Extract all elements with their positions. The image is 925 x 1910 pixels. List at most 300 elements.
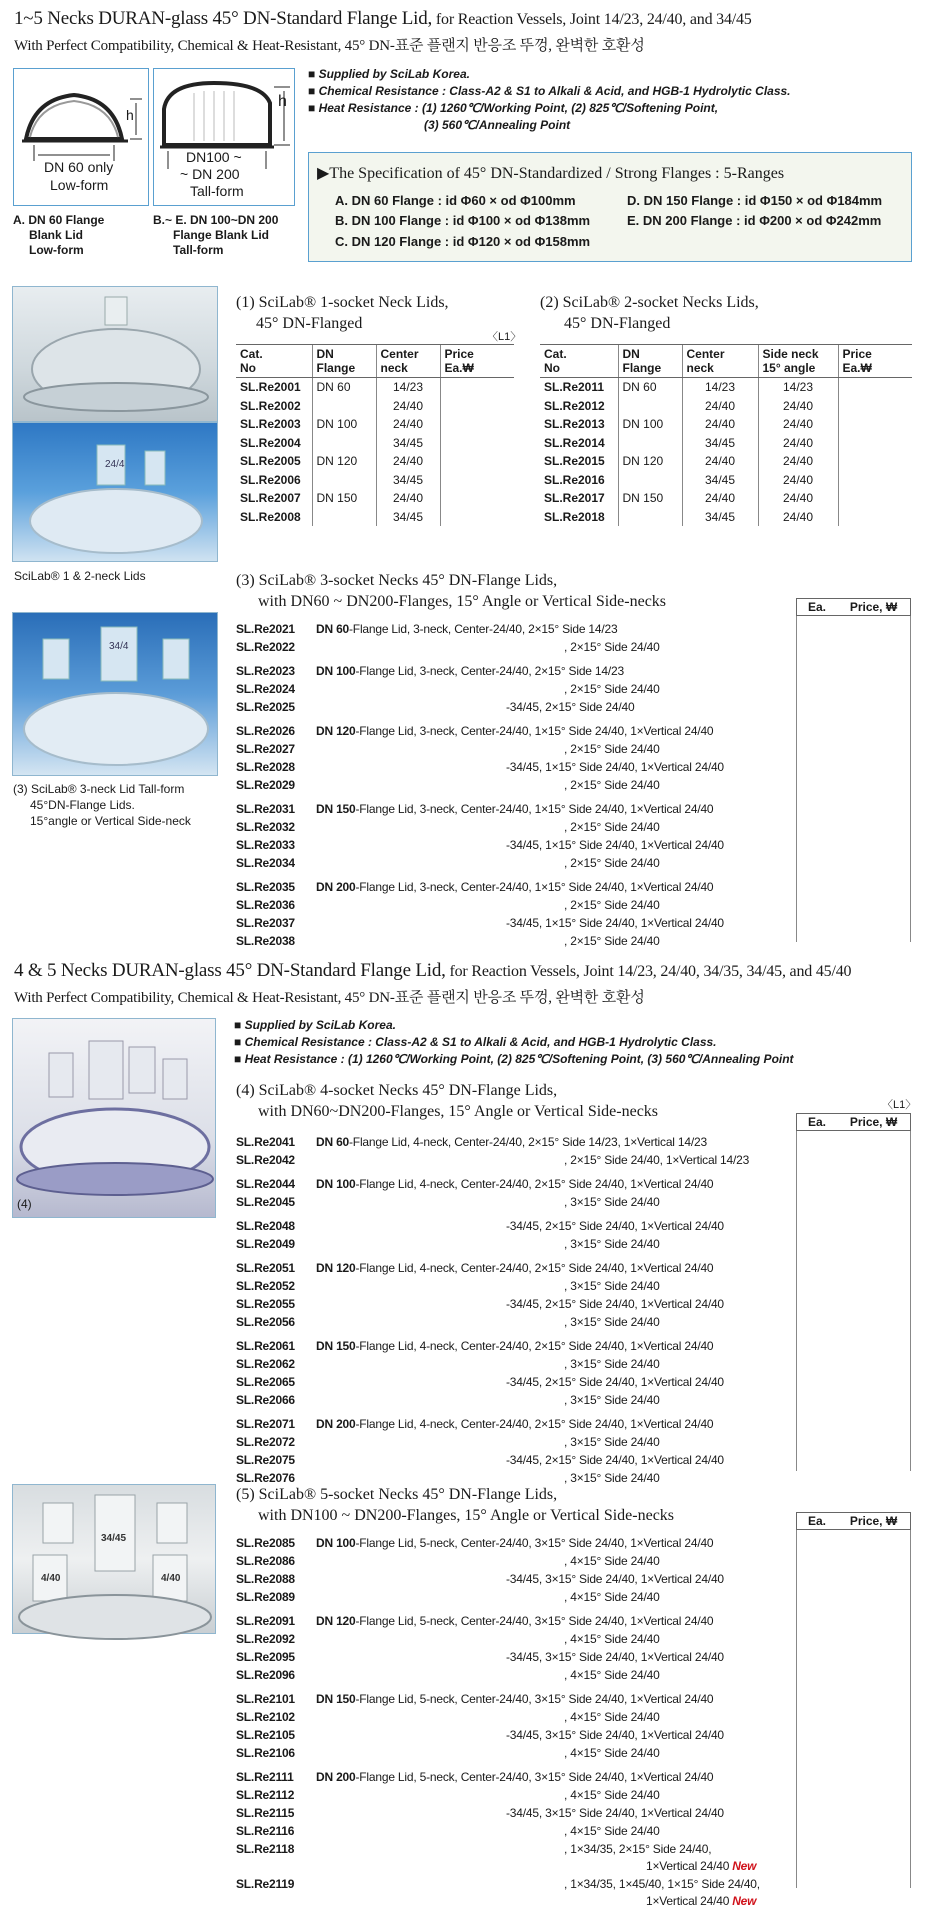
description-text: , 4×15° Side 24/40 <box>564 1590 660 1604</box>
item-description <box>564 932 660 950</box>
diagram-b-label: DN100 ~ <box>186 149 242 165</box>
catalog-number: SL.Re2055 <box>236 1297 295 1311</box>
main-title-2-joints: for Reaction Vessels, Joint 14/23, 24/40, 34/35, 34/45, and 45/40 <box>445 963 852 980</box>
description-text: , 3×15° Side 24/40 <box>564 1195 660 1209</box>
item-description <box>564 896 660 914</box>
price-cell <box>440 471 514 490</box>
item-description <box>316 800 713 818</box>
list-item <box>236 1840 712 1858</box>
section-4-l1-tag: 〈L1〉 <box>882 1099 917 1111</box>
table-cell <box>618 508 682 527</box>
description-text: -Flange Lid, 5-neck, Center-24/40, 3×15° Side 24/40, 1×Vertical 24/40 <box>355 1770 714 1784</box>
list-item <box>236 698 635 716</box>
section-2-body <box>540 378 912 527</box>
diagram-tall-form-lid <box>153 68 295 206</box>
table-cell: 24/40 <box>758 415 838 434</box>
item-description <box>316 1175 713 1193</box>
description-text: , 3×15° Side 24/40 <box>564 1279 660 1293</box>
catalog-number: SL.Re2025 <box>236 700 295 714</box>
list-item <box>236 1534 714 1552</box>
description-text: -Flange Lid, 3-neck, Center-24/40, 1×15° Side 24/40, 1×Vertical 24/40 <box>355 724 714 738</box>
price-cell <box>838 508 912 527</box>
flange-size: DN 100 <box>316 1177 356 1191</box>
bullet-supplied: ■ Supplied by SciLab Korea. <box>308 67 470 81</box>
bullet-chemical: ■ Chemical Resistance : Class-A2 & S1 to Alkali & Acid, and HGB-1 Hydrolytic Class. <box>308 84 791 98</box>
main-title-1 <box>14 8 752 30</box>
flange-size: DN 200 <box>316 880 356 894</box>
list-item-continuation <box>646 1892 756 1910</box>
item-description <box>316 620 617 638</box>
item-description <box>316 1259 713 1277</box>
item-description <box>564 1840 711 1858</box>
spec-dn150: D. DN 150 Flange : id Φ150 × od Φ184mm <box>627 193 883 208</box>
price-cell <box>838 489 912 508</box>
table-cell <box>312 471 376 490</box>
item-description <box>564 1666 660 1684</box>
item-description <box>564 1552 660 1570</box>
catalog-number: SL.Re2112 <box>236 1788 295 1802</box>
list-item <box>236 1217 724 1235</box>
list-item <box>236 1451 724 1469</box>
bullet2-heat: ■ Heat Resistance : (1) 1260℃/Working Point, (2) 825℃/Softening Point, (3) 560℃/Annealing Point <box>234 1052 794 1066</box>
table-row <box>540 489 912 508</box>
s1-col-cat: Cat. No <box>236 345 312 378</box>
catalog-number: SL.Re2066 <box>236 1393 295 1407</box>
catalog-number: SL.Re2049 <box>236 1237 295 1251</box>
price-cell <box>838 434 912 453</box>
item-description <box>564 740 660 758</box>
flange-size: DN 200 <box>316 1417 356 1431</box>
item-description <box>564 854 660 872</box>
item-description <box>316 1768 713 1786</box>
catalog-number: SL.Re2036 <box>236 898 295 912</box>
table-cell: DN 150 <box>618 489 682 508</box>
list-item <box>236 638 660 656</box>
section-4-title-line2: with DN60~DN200-Flanges, 15° Angle or Vertical Side-necks <box>258 1103 659 1120</box>
flange-size: DN 100 <box>316 664 356 678</box>
catalog-number: SL.Re2026 <box>236 724 295 738</box>
photo-3-caption-line3: 15°angle or Vertical Side-neck <box>30 814 191 828</box>
description-text: , 3×15° Side 24/40 <box>564 1435 660 1449</box>
catalog-number: SL.Re2076 <box>236 1471 295 1485</box>
photo-2-neck-lid <box>12 422 218 562</box>
list-item <box>236 1415 714 1433</box>
s4-price-label: Price, ₩ <box>849 1115 898 1129</box>
list-item <box>236 818 660 836</box>
item-description <box>564 1391 660 1409</box>
list-item <box>236 620 618 638</box>
catalog-number: SL.Re2034 <box>236 856 295 870</box>
description-text: , 1×34/35, 1×45/40, 1×15° Side 24/40, <box>564 1877 760 1891</box>
height-label-b: h <box>278 93 287 110</box>
one-neck-lid-illustration <box>13 287 219 423</box>
catalog-number: SL.Re2023 <box>236 664 295 678</box>
price-cell <box>440 378 514 397</box>
table-row <box>540 471 912 490</box>
photo-5-neck-lid <box>12 1484 216 1634</box>
table-cell: 34/45 <box>376 471 440 490</box>
item-description <box>564 638 660 656</box>
description-text: , 3×15° Side 24/40 <box>564 1237 660 1251</box>
item-description <box>506 1648 724 1666</box>
list-item <box>236 1768 714 1786</box>
item-description <box>316 878 713 896</box>
list-item <box>236 914 724 932</box>
table-cell: 24/40 <box>758 434 838 453</box>
description-text: -34/45, 3×15° Side 24/40, 1×Vertical 24/40 <box>506 1806 724 1820</box>
item-description <box>316 722 713 740</box>
photo-5-joint-label-3: 4/40 <box>161 1573 181 1584</box>
item-description <box>506 1217 724 1235</box>
table-cell: 14/23 <box>758 378 838 397</box>
list-item <box>236 1313 660 1331</box>
item-description <box>506 914 724 932</box>
item-description <box>564 680 660 698</box>
description-text: -34/45, 3×15° Side 24/40, 1×Vertical 24/40 <box>506 1650 724 1664</box>
list-item <box>236 680 660 698</box>
list-item <box>236 1355 660 1373</box>
description-text: , 2×15° Side 24/40 <box>564 778 660 792</box>
photo-3-caption-line2: 45°DN-Flange Lids. <box>30 798 135 812</box>
table-cell: DN 120 <box>618 452 682 471</box>
description-text: , 4×15° Side 24/40 <box>564 1824 660 1838</box>
description-text: -Flange Lid, 4-neck, Center-24/40, 2×15° Side 24/40, 1×Vertical 24/40 <box>355 1417 714 1431</box>
section-1-title-line1: (1) SciLab® 1-socket Neck Lids, <box>236 294 449 311</box>
list-item <box>236 776 660 794</box>
table-cell: 24/40 <box>376 415 440 434</box>
list-item <box>236 896 660 914</box>
catalog-number: SL.Re2003 <box>240 417 301 431</box>
list-item <box>236 1708 660 1726</box>
two-neck-lid-illustration <box>13 423 219 563</box>
photo-2-joint-label: 24/4 <box>105 459 125 470</box>
catalog-number: SL.Re2024 <box>236 682 295 696</box>
table-cell <box>312 434 376 453</box>
catalog-number: SL.Re2111 <box>236 1770 294 1784</box>
catalog-number: SL.Re2085 <box>236 1536 295 1550</box>
item-description <box>506 836 724 854</box>
table-cell: DN 60 <box>618 378 682 397</box>
catalog-number: SL.Re2048 <box>236 1219 295 1233</box>
subtitle-2: With Perfect Compatibility, Chemical & Heat-Resistant, 45° DN-표준 플랜지 반응조 뚜껑, 완벽한 호환성 <box>14 990 645 1006</box>
list-item <box>236 1648 724 1666</box>
s3-price-label: Price, ₩ <box>849 600 898 614</box>
s2-col-cat: Cat. No <box>540 345 618 378</box>
catalog-number: SL.Re2021 <box>236 622 295 636</box>
catalog-number: SL.Re2038 <box>236 934 295 948</box>
caption-a-line3: Low-form <box>29 243 84 257</box>
table-cell: 34/45 <box>682 471 758 490</box>
description-text: , 4×15° Side 24/40 <box>564 1668 660 1682</box>
table-cell: DN 100 <box>618 415 682 434</box>
list-item <box>236 740 660 758</box>
catalog-number: SL.Re2006 <box>240 472 301 487</box>
description-text: -Flange Lid, 3-neck, Center-24/40, 2×15° Side 14/23 <box>349 622 618 636</box>
catalog-number: SL.Re2029 <box>236 778 295 792</box>
catalog-number: SL.Re2033 <box>236 838 295 852</box>
description-text: -34/45, 3×15° Side 24/40, 1×Vertical 24/40 <box>506 1572 724 1586</box>
section-2-title <box>540 292 759 334</box>
catalog-number: SL.Re2011 <box>544 380 605 394</box>
diagram-b-label3: Tall-form <box>190 183 244 199</box>
item-description <box>316 1337 713 1355</box>
catalog-number: SL.Re2042 <box>236 1153 295 1167</box>
item-description <box>564 1313 660 1331</box>
catalog-number: SL.Re2116 <box>236 1824 295 1838</box>
catalog-number: SL.Re2045 <box>236 1195 295 1209</box>
table-cell: 24/40 <box>758 471 838 490</box>
catalog-number: SL.Re2119 <box>236 1877 295 1891</box>
list-item <box>236 1391 660 1409</box>
main-title-1-joints: for Reaction Vessels, Joint 14/23, 24/40, and 34/45 <box>432 11 752 28</box>
description-text: -34/45, 2×15° Side 24/40, 1×Vertical 24/40 <box>506 1297 724 1311</box>
catalog-number: SL.Re2075 <box>236 1453 295 1467</box>
description-text: -Flange Lid, 4-neck, Center-24/40, 2×15° Side 14/23, 1×Vertical 14/23 <box>349 1135 707 1149</box>
section-4-price-header <box>796 1113 911 1131</box>
table-cell: 24/40 <box>682 415 758 434</box>
main-title-2-text: 4 & 5 Necks DURAN-glass 45° DN-Standard Flange Lid, <box>14 960 446 981</box>
list-item <box>236 1588 660 1606</box>
description-text: , 2×15° Side 24/40 <box>564 934 660 948</box>
diagram-low-form-lid <box>13 68 149 206</box>
photo-4-caption: (4) <box>17 1197 32 1211</box>
flange-size: DN 100 <box>316 1536 356 1550</box>
photo-3-joint-label: 34/4 <box>109 641 129 652</box>
list-item <box>236 1570 724 1588</box>
list-item <box>236 1373 724 1391</box>
photo-3-caption <box>13 781 191 829</box>
flange-size: DN 150 <box>316 1692 356 1706</box>
subtitle-1: With Perfect Compatibility, Chemical & Heat-Resistant, 45° DN-표준 플랜지 반응조 뚜껑, 완벽한 호환성 <box>14 38 645 54</box>
catalog-number: SL.Re2012 <box>544 398 605 413</box>
flange-size: DN 60 <box>316 1135 350 1149</box>
list-item <box>236 854 660 872</box>
list-item <box>236 1133 707 1151</box>
section-4-price-column <box>796 1113 911 1471</box>
section-3-title-line1: (3) SciLab® 3-socket Necks 45° DN-Flange Lids, <box>236 572 558 589</box>
list-item <box>236 1666 660 1684</box>
list-item <box>236 836 724 854</box>
table-cell: 24/40 <box>758 489 838 508</box>
catalog-number: SL.Re2072 <box>236 1435 295 1449</box>
catalog-number: SL.Re2065 <box>236 1375 295 1389</box>
s1-col-price: Price Ea.₩ <box>440 345 514 378</box>
catalog-number: SL.Re2002 <box>240 398 301 413</box>
s5-ea-label: Ea. <box>807 1514 826 1528</box>
table-row <box>540 415 912 434</box>
description-text: -Flange Lid, 3-neck, Center-24/40, 2×15° Side 14/23 <box>355 664 624 678</box>
catalog-number: SL.Re2035 <box>236 880 295 894</box>
item-description <box>564 818 660 836</box>
item-description <box>564 776 660 794</box>
item-description <box>564 1433 660 1451</box>
list-item <box>236 1193 660 1211</box>
catalog-number: SL.Re2018 <box>544 509 605 524</box>
catalog-number: SL.Re2031 <box>236 802 295 816</box>
item-description <box>316 662 624 680</box>
table-row <box>236 452 514 471</box>
description-text: , 2×15° Side 24/40 <box>564 898 660 912</box>
main-title-1-text: 1~5 Necks DURAN-glass 45° DN-Standard Flange Lid, <box>14 8 433 29</box>
description-text: -Flange Lid, 3-neck, Center-24/40, 1×15° Side 24/40, 1×Vertical 24/40 <box>355 880 714 894</box>
bullet2-chemical: ■ Chemical Resistance : Class-A2 & S1 to Alkali & Acid, and HGB-1 Hydrolytic Class. <box>234 1035 717 1049</box>
section-5-title-line2: with DN100 ~ DN200-Flanges, 15° Angle or Vertical Side-necks <box>258 1507 675 1524</box>
table-cell: 24/40 <box>682 397 758 416</box>
list-item <box>236 1744 660 1762</box>
list-item <box>236 662 624 680</box>
description-text: -34/45, 1×15° Side 24/40, 1×Vertical 24/40 <box>506 916 724 930</box>
price-cell <box>440 508 514 527</box>
item-description <box>564 1708 660 1726</box>
description-text: -34/45, 2×15° Side 24/40 <box>506 700 635 714</box>
photo-4-neck-lid <box>12 1018 216 1218</box>
description-text: -Flange Lid, 3-neck, Center-24/40, 1×15° Side 24/40, 1×Vertical 24/40 <box>355 802 714 816</box>
section-5-title <box>236 1484 674 1526</box>
description-text: -Flange Lid, 5-neck, Center-24/40, 3×15° Side 24/40, 1×Vertical 24/40 <box>355 1536 714 1550</box>
table-cell: DN 120 <box>312 452 376 471</box>
photo-3-caption-line1: (3) SciLab® 3-neck Lid Tall-form <box>13 782 185 796</box>
table-cell: DN 100 <box>312 415 376 434</box>
bullet-list-1 <box>308 66 791 134</box>
item-description <box>564 1822 660 1840</box>
item-description <box>316 1133 707 1151</box>
catalog-number: SL.Re2106 <box>236 1746 295 1760</box>
s1-col-center: Center neck <box>376 345 440 378</box>
description-text: , 4×15° Side 24/40 <box>564 1710 660 1724</box>
description-text: , 4×15° Side 24/40 <box>564 1788 660 1802</box>
list-item <box>236 1151 750 1169</box>
diagram-b-caption <box>153 213 278 258</box>
flange-size: DN 200 <box>316 1770 356 1784</box>
catalog-number: SL.Re2086 <box>236 1554 295 1568</box>
price-cell <box>838 471 912 490</box>
description-text: -Flange Lid, 5-neck, Center-24/40, 3×15° Side 24/40, 1×Vertical 24/40 <box>355 1692 714 1706</box>
list-item <box>236 722 714 740</box>
description-text: 1×Vertical 24/40 <box>646 1894 730 1908</box>
table-cell <box>618 434 682 453</box>
table-row <box>540 434 912 453</box>
description-text: -34/45, 2×15° Side 24/40, 1×Vertical 24/40 <box>506 1375 724 1389</box>
table-row <box>236 489 514 508</box>
table-cell: 24/40 <box>682 489 758 508</box>
price-cell <box>440 397 514 416</box>
item-description <box>564 1744 660 1762</box>
description-text: , 3×15° Side 24/40 <box>564 1315 660 1329</box>
catalog-number: SL.Re2032 <box>236 820 295 834</box>
item-description <box>564 1151 749 1169</box>
list-item <box>236 1690 714 1708</box>
bullet-heat: ■ Heat Resistance : (1) 1260℃/Working Point, (2) 825℃/Softening Point, <box>308 101 719 115</box>
price-cell <box>838 378 912 397</box>
list-item <box>236 1552 660 1570</box>
spec-heading: ▶The Specification of 45° DN-Standardized / Strong Flanges : 5-Ranges <box>317 165 785 182</box>
section-1-l1-tag: 〈L1〉 <box>487 331 522 343</box>
item-description <box>316 1415 713 1433</box>
list-item <box>236 758 724 776</box>
price-cell <box>440 434 514 453</box>
section-5-price-column <box>796 1512 911 1888</box>
table-row <box>540 508 912 527</box>
list-item <box>236 1277 660 1295</box>
catalog-number: SL.Re2017 <box>544 491 605 505</box>
spec-dn120: C. DN 120 Flange : id Φ120 × od Φ158mm <box>335 234 591 249</box>
list-item <box>236 878 714 896</box>
section-1-body <box>236 378 514 527</box>
bullet-heat-cont: (3) 560℃/Annealing Point <box>424 118 571 132</box>
catalog-number: SL.Re2028 <box>236 760 295 774</box>
description-text: -Flange Lid, 4-neck, Center-24/40, 2×15° Side 24/40, 1×Vertical 24/40 <box>355 1261 714 1275</box>
caption-b-line1: B.~ E. DN 100~DN 200 <box>153 213 279 227</box>
photo-3-neck-lid <box>12 612 218 776</box>
list-item <box>236 1875 760 1893</box>
table-cell: 24/40 <box>376 489 440 508</box>
catalog-number: SL.Re2092 <box>236 1632 295 1646</box>
description-text: -34/45, 1×15° Side 24/40, 1×Vertical 24/40 <box>506 760 724 774</box>
flange-size: DN 120 <box>316 724 356 738</box>
catalog-number: SL.Re2005 <box>240 454 301 468</box>
item-description <box>316 1690 713 1708</box>
s1-col-flange: DN Flange <box>312 345 376 378</box>
section-2-title-line1: (2) SciLab® 2-socket Necks Lids, <box>540 294 759 311</box>
item-description <box>506 1804 724 1822</box>
s2-col-center: Center neck <box>682 345 758 378</box>
caption-b-line3: Tall-form <box>173 243 224 257</box>
catalog-number: SL.Re2088 <box>236 1572 295 1586</box>
section-1-table <box>236 344 514 526</box>
price-cell <box>838 397 912 416</box>
item-description <box>506 1295 724 1313</box>
catalog-number: SL.Re2044 <box>236 1177 295 1191</box>
description-text: , 4×15° Side 24/40 <box>564 1746 660 1760</box>
catalog-number: SL.Re2105 <box>236 1728 295 1742</box>
table-cell <box>312 508 376 527</box>
list-item <box>236 1433 660 1451</box>
catalog-number: SL.Re2096 <box>236 1668 295 1682</box>
table-cell: 24/40 <box>758 508 838 527</box>
table-cell: 14/23 <box>376 378 440 397</box>
s2-col-flange: DN Flange <box>618 345 682 378</box>
table-cell: 24/40 <box>376 397 440 416</box>
table-row <box>236 397 514 416</box>
catalog-number: SL.Re2115 <box>236 1806 295 1820</box>
s2-col-side: Side neck 15° angle <box>758 345 838 378</box>
s5-price-label: Price, ₩ <box>849 1514 898 1528</box>
description-text: 1×Vertical 24/40 <box>646 1859 730 1873</box>
spec-dn200: E. DN 200 Flange : id Φ200 × od Φ242mm <box>627 213 882 228</box>
table-row <box>236 378 514 397</box>
description-text: , 2×15° Side 24/40 <box>564 820 660 834</box>
flange-size: DN 150 <box>316 1339 356 1353</box>
description-text: , 2×15° Side 24/40, 1×Vertical 14/23 <box>564 1153 750 1167</box>
catalog-number: SL.Re2015 <box>544 454 605 468</box>
photo-5-joint-label-1: 34/45 <box>101 1533 127 1544</box>
item-description <box>564 1355 660 1373</box>
catalog-number: SL.Re2041 <box>236 1135 295 1149</box>
table-cell: 24/40 <box>758 452 838 471</box>
flange-size: DN 150 <box>316 802 356 816</box>
list-item <box>236 932 660 950</box>
table-row <box>540 378 912 397</box>
table-row <box>236 471 514 490</box>
item-description <box>316 1612 713 1630</box>
description-text: , 4×15° Side 24/40 <box>564 1554 660 1568</box>
catalog-number: SL.Re2056 <box>236 1315 295 1329</box>
table-cell: 34/45 <box>682 508 758 527</box>
price-cell <box>838 452 912 471</box>
table-cell: DN 150 <box>312 489 376 508</box>
table-cell: 24/40 <box>758 397 838 416</box>
item-description <box>506 698 634 716</box>
